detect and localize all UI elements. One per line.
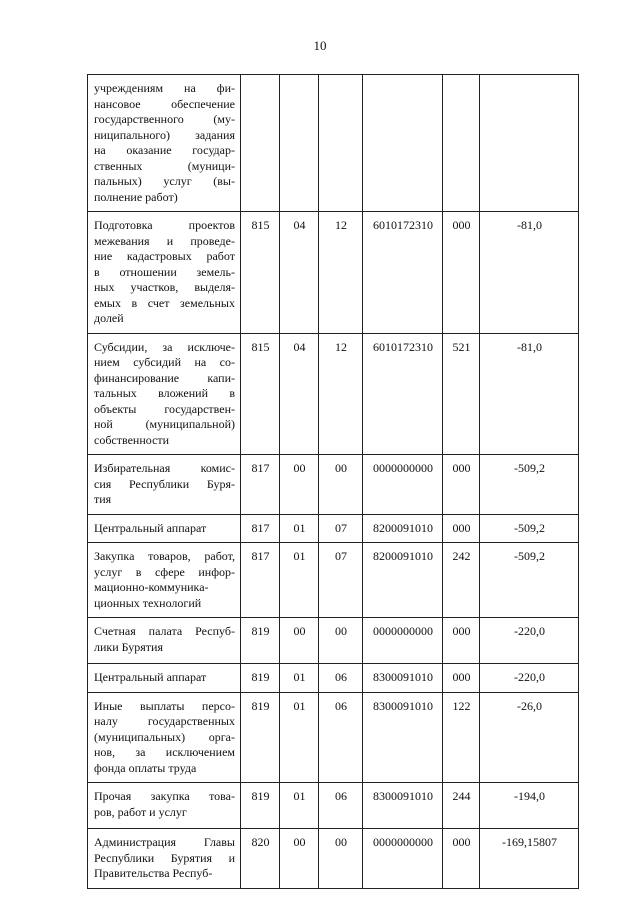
row-name-cell (88, 543, 241, 618)
rz-cell: 04 (280, 333, 319, 455)
row-name-cell (88, 514, 241, 543)
vr-cell: 000 (443, 618, 480, 664)
name-line: (муниципальных) орга- (94, 729, 235, 744)
name-line: лики Бурятия (94, 639, 163, 654)
name-line: Республики Бурятия и (94, 850, 235, 865)
csr-cell: 8200091010 (363, 543, 443, 618)
ved-cell: 819 (241, 692, 280, 783)
ved-cell: 817 (241, 514, 280, 543)
vr-cell: 000 (443, 212, 480, 334)
vr-cell: 000 (443, 829, 480, 889)
name-line: Иные выплаты персо- (94, 698, 235, 713)
ved-cell: 815 (241, 333, 280, 455)
ved-cell (241, 75, 280, 212)
budget-table (87, 74, 579, 889)
rz-cell: 00 (280, 455, 319, 515)
name-line: ние кадастровых работ (94, 249, 235, 263)
rz-cell: 01 (280, 783, 319, 829)
name-line: Избирательная комис- (94, 461, 235, 475)
csr-cell: 6010172310 (363, 333, 443, 455)
table-row (88, 75, 579, 212)
pr-cell: 00 (319, 455, 363, 515)
table-body (88, 75, 579, 889)
csr-cell: 0000000000 (363, 455, 443, 515)
sum-cell: -81,0 (480, 212, 579, 334)
ved-cell: 819 (241, 664, 280, 693)
table-row (88, 664, 579, 693)
table-row (88, 455, 579, 515)
pr-cell: 07 (319, 543, 363, 618)
pr-cell: 00 (319, 618, 363, 664)
name-line: ной (муниципальной) (94, 417, 235, 431)
name-line: Прочая закупка това- (94, 789, 235, 803)
row-name-cell (88, 783, 241, 829)
rz-cell: 00 (280, 618, 319, 664)
name-line: ных участков, выделя- (94, 280, 235, 294)
row-name-cell (88, 455, 241, 515)
rz-cell: 00 (280, 829, 319, 889)
rz-cell: 01 (280, 692, 319, 783)
name-line: Закупка товаров, работ, (94, 549, 235, 563)
vr-cell: 122 (443, 692, 480, 783)
name-line: собственности (94, 432, 170, 447)
sum-cell: -194,0 (480, 783, 579, 829)
sum-cell: -220,0 (480, 618, 579, 664)
name-line: емых в счет земельных (94, 295, 235, 310)
name-line: Центральный аппарат (94, 670, 207, 684)
table-row (88, 618, 579, 664)
table-row (88, 783, 579, 829)
name-line: тальных вложений в (94, 386, 235, 400)
rz-cell: 01 (280, 514, 319, 543)
csr-cell: 0000000000 (363, 829, 443, 889)
sum-cell (480, 75, 579, 212)
name-line: полнение работ) (94, 189, 178, 204)
name-line: Подготовка проектов (94, 218, 235, 232)
name-line: Счетная палата Респуб- (94, 624, 235, 638)
vr-cell: 000 (443, 514, 480, 543)
name-line: долей (94, 311, 124, 325)
name-line: нов, за исключением (94, 745, 235, 759)
pr-cell: 12 (319, 333, 363, 455)
pr-cell: 06 (319, 692, 363, 783)
name-line: государственного (му- (94, 112, 235, 126)
name-line: в отношении земель- (94, 264, 235, 279)
pr-cell (319, 75, 363, 212)
name-line: сия Республики Буря- (94, 476, 235, 491)
rz-cell: 01 (280, 543, 319, 618)
table-row (88, 829, 579, 889)
ved-cell: 817 (241, 455, 280, 515)
csr-cell: 8300091010 (363, 692, 443, 783)
sum-cell: -509,2 (480, 455, 579, 515)
row-name-cell (88, 75, 241, 212)
name-line: услуг в сфере инфор- (94, 564, 235, 579)
name-line: Субсидии, за исключе- (94, 339, 235, 354)
csr-cell (363, 75, 443, 212)
name-line: налу государственных (94, 714, 235, 728)
csr-cell: 8200091010 (363, 514, 443, 543)
rz-cell: 01 (280, 664, 319, 693)
sum-cell: -220,0 (480, 664, 579, 693)
rz-cell: 04 (280, 212, 319, 334)
name-line: учреждениям на фи- (94, 81, 235, 95)
sum-cell: -81,0 (480, 333, 579, 455)
csr-cell: 8300091010 (363, 783, 443, 829)
rz-cell (280, 75, 319, 212)
vr-cell: 521 (443, 333, 480, 455)
row-name-cell (88, 829, 241, 889)
name-line: на оказание государ- (94, 143, 235, 157)
csr-cell: 6010172310 (363, 212, 443, 334)
pr-cell: 12 (319, 212, 363, 334)
table-row (88, 514, 579, 543)
name-line: тия (94, 492, 112, 506)
name-line: Центральный аппарат (94, 520, 207, 535)
name-line: Администрация Главы (94, 835, 235, 849)
row-name-cell (88, 692, 241, 783)
vr-cell: 000 (443, 664, 480, 693)
name-line: ционных технологий (94, 595, 202, 610)
pr-cell: 06 (319, 664, 363, 693)
table-row (88, 543, 579, 618)
sum-cell: -509,2 (480, 514, 579, 543)
ved-cell: 817 (241, 543, 280, 618)
pr-cell: 00 (319, 829, 363, 889)
row-name-cell (88, 618, 241, 664)
name-line: пальных) услуг (вы- (94, 174, 235, 188)
csr-cell: 8300091010 (363, 664, 443, 693)
sum-cell: -509,2 (480, 543, 579, 618)
ved-cell: 820 (241, 829, 280, 889)
name-line: ров, работ и услуг (94, 804, 187, 819)
ved-cell: 819 (241, 618, 280, 664)
name-line: объекты государствен- (94, 401, 235, 416)
name-line: финансирование капи- (94, 370, 235, 385)
vr-cell: 244 (443, 783, 480, 829)
name-line: межевания и проведе- (94, 233, 235, 248)
name-line: нансовое обеспечение (94, 96, 235, 111)
name-line: фонда оплаты труда (94, 760, 197, 775)
table-row (88, 212, 579, 334)
pr-cell: 06 (319, 783, 363, 829)
name-line: мационно-коммуника- (94, 580, 209, 594)
name-line: Правительства Респуб- (94, 866, 213, 880)
sum-cell: -169,15807 (480, 829, 579, 889)
table-row (88, 333, 579, 455)
row-name-cell (88, 333, 241, 455)
name-line: нием субсидий на со- (94, 355, 235, 369)
name-line: ственных (муници- (94, 158, 235, 173)
table-row (88, 692, 579, 783)
ved-cell: 815 (241, 212, 280, 334)
row-name-cell (88, 664, 241, 693)
row-name-cell (88, 212, 241, 334)
vr-cell: 000 (443, 455, 480, 515)
vr-cell: 242 (443, 543, 480, 618)
ved-cell: 819 (241, 783, 280, 829)
sum-cell: -26,0 (480, 692, 579, 783)
vr-cell (443, 75, 480, 212)
pr-cell: 07 (319, 514, 363, 543)
page-number: 10 (313, 38, 327, 53)
name-line: ниципального) задания (94, 127, 235, 142)
csr-cell: 0000000000 (363, 618, 443, 664)
